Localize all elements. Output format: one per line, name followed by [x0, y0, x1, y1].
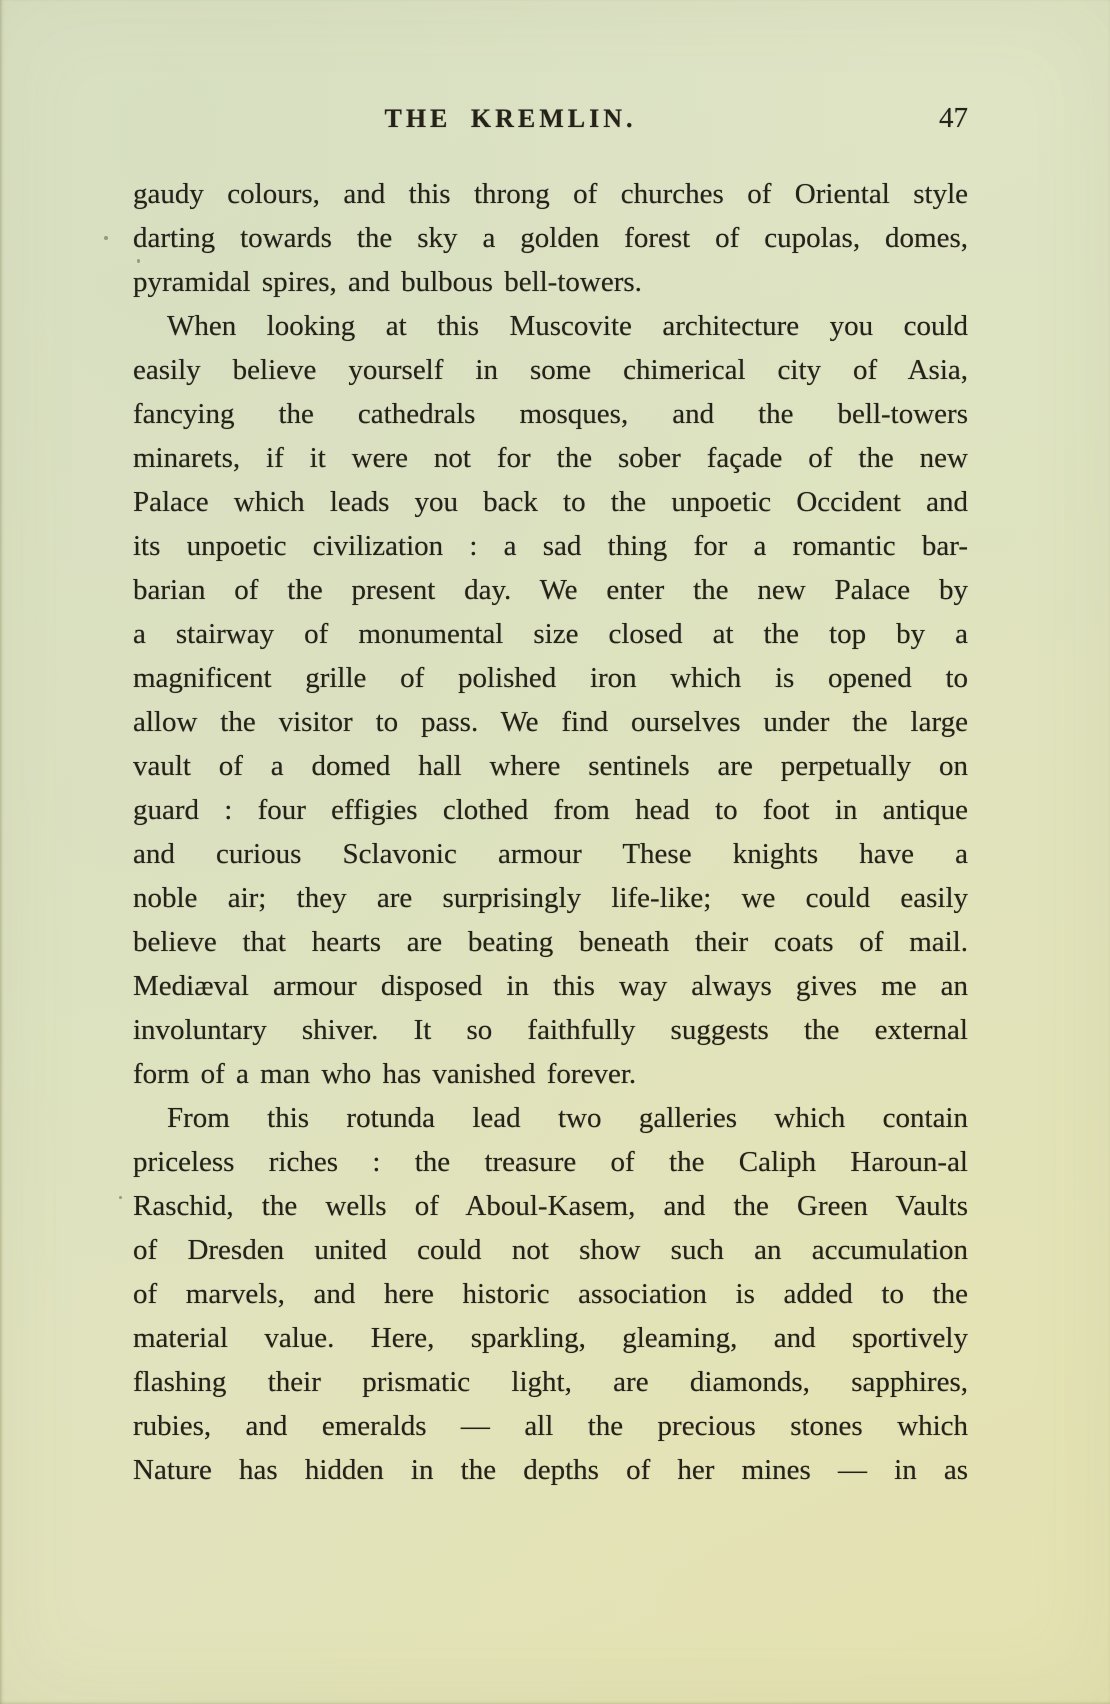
text-line: its unpoetic civilization : a sad thing for a romantic bar-	[133, 530, 968, 562]
text-line: Palace which leads you back to the unpoetic Occident and	[133, 486, 968, 518]
text-line: noble air; they are surprisingly life-like; we could easily	[133, 882, 968, 914]
text-line: of Dresden united could not show such an accumulation	[133, 1234, 968, 1266]
paragraph	[133, 1096, 968, 1492]
text-line: of marvels, and here historic association is added to the	[133, 1278, 968, 1310]
text-line: priceless riches : the treasure of the Caliph Haroun-al	[133, 1146, 968, 1178]
text-line: gaudy colours, and this throng of churches of Oriental style	[133, 178, 968, 210]
text-line: believe that hearts are beating beneath their coats of mail.	[133, 926, 968, 958]
text-line: Nature has hidden in the depths of her mines — in as	[133, 1454, 968, 1486]
text-line: involuntary shiver. It so faithfully suggests the external	[133, 1014, 968, 1046]
text-line: When looking at this Muscovite architecture you could	[167, 310, 968, 342]
text-line: Mediæval armour disposed in this way always gives me an	[133, 970, 968, 1002]
text-line: minarets, if it were not for the sober façade of the new	[133, 442, 968, 474]
text-line: easily believe yourself in some chimerical city of Asia,	[133, 354, 968, 386]
paragraph	[133, 304, 968, 1096]
text-line: a stairway of monumental size closed at the top by a	[133, 618, 968, 650]
text-line: fancying the cathedrals mosques, and the bell-towers	[133, 398, 968, 430]
paper-speck	[119, 1196, 122, 1199]
paper-speck	[104, 236, 108, 240]
text-line: rubies, and emeralds — all the precious stones which	[133, 1410, 968, 1442]
text-line: vault of a domed hall where sentinels are perpetually on	[133, 750, 968, 782]
text-line: allow the visitor to pass. We find ourselves under the large	[133, 706, 968, 738]
text-line: guard : four effigies clothed from head to foot in antique	[133, 794, 968, 826]
text-line: darting towards the sky a golden forest of cupolas, domes,	[133, 222, 968, 254]
text-line: magnificent grille of polished iron which is opened to	[133, 662, 968, 694]
paper-speck	[137, 259, 140, 263]
text-line: form of a man who has vanished forever.	[133, 1058, 637, 1090]
text-line: flashing their prismatic light, are diamonds, sapphires,	[133, 1366, 968, 1398]
page-header	[133, 104, 968, 138]
text-line: pyramidal spires, and bulbous bell-towers.	[133, 266, 642, 298]
page-number: 47	[939, 102, 968, 134]
text-line: and curious Sclavonic armour These knights have a	[133, 838, 968, 870]
text-line: barian of the present day. We enter the new Palace by	[133, 574, 968, 606]
paragraph	[133, 172, 968, 304]
text-line: Raschid, the wells of Aboul-Kasem, and the Green Vaults	[133, 1190, 968, 1222]
text-block	[133, 172, 968, 1492]
page-title: THE KREMLIN.	[384, 104, 637, 133]
text-line: From this rotunda lead two galleries which contain	[167, 1102, 968, 1134]
text-line: material value. Here, sparkling, gleaming, and sportively	[133, 1322, 968, 1354]
